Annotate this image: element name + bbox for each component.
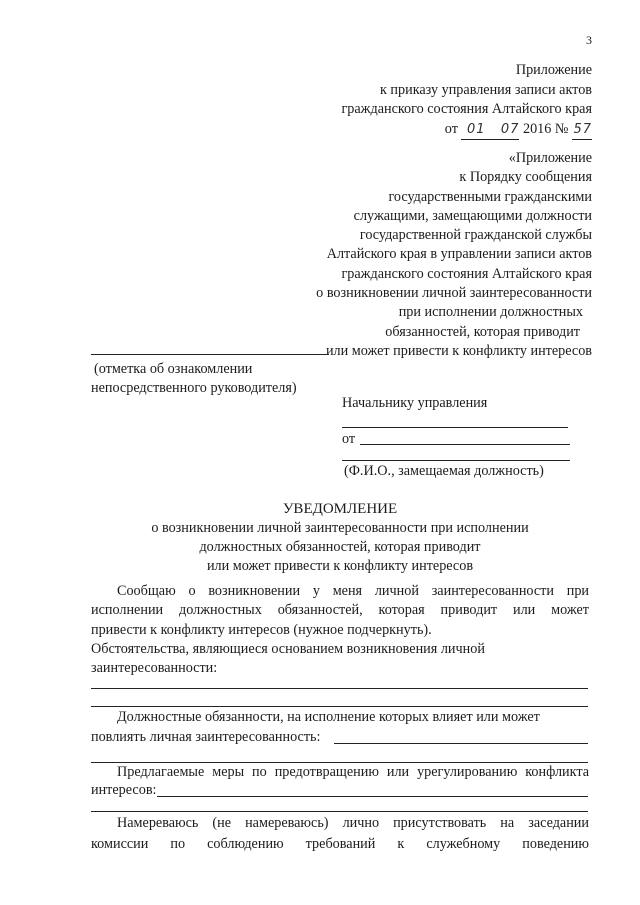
duties-line-2[interactable] [91, 762, 588, 763]
order-appendix-line2: гражданского состояния Алтайского края [341, 101, 592, 117]
procedure-line: государственными гражданскими [388, 188, 592, 205]
body-p5-line1: Намереваюсь (не намереваюсь) лично присутствовать на заседании [117, 815, 589, 831]
notice-title: УВЕДОМЛЕНИЕ [282, 501, 398, 517]
procedure-line: при исполнении должностных [398, 304, 583, 321]
circumstances-line-1[interactable] [91, 688, 588, 689]
date-year: 2016 № [522, 120, 569, 137]
order-appendix [341, 61, 592, 140]
order-appendix-line1: к приказу управления записи актов [379, 81, 592, 98]
body-p3-line1: Должностные обязанности, на исполнение которых влияет или может [117, 709, 540, 725]
handwritten-number: 57 [572, 120, 592, 141]
date-day: 01 [466, 121, 486, 137]
body-p1-line3: привести к конфликту интересов (нужное подчеркнуть). [91, 622, 432, 638]
measures-line-2[interactable] [91, 811, 588, 812]
body-p2-line1: Обстоятельства, являющиеся основанием возникновения личной [91, 641, 485, 657]
procedure-line: к Порядку сообщения [459, 169, 592, 186]
addressee-position-line [342, 460, 570, 461]
procedure-appendix [316, 149, 592, 361]
supervisor-signature-line [91, 354, 329, 355]
procedure-line: о возникновении личной заинтересованности [316, 285, 592, 302]
notice-subtitle: о возникновении личной заинтересованности при исполнении [151, 520, 529, 536]
addressee-name-line [342, 427, 568, 428]
notice-subtitle: или может привести к конфликту интересов [206, 558, 474, 574]
body-p4-line2: интересов: [91, 782, 157, 798]
procedure-line: государственной гражданской службы [359, 227, 592, 244]
circumstances-line-2[interactable] [91, 706, 588, 707]
addressee-caption: (Ф.И.О., замещаемая должность) [344, 463, 544, 479]
body-p3-line2: повлиять личная заинтересованность: [91, 729, 321, 745]
procedure-line: гражданского состояния Алтайского края [341, 265, 592, 282]
measures-inline-line[interactable] [157, 796, 588, 797]
procedure-line: или может привести к конфликту интересов [325, 342, 592, 359]
supervisor-mark-line2: непосредственного руководителя) [91, 380, 297, 396]
order-date-line [341, 120, 592, 141]
body-p2-line2: заинтересованности: [91, 660, 218, 676]
notice-subtitle: должностных обязанностей, которая приводит [199, 539, 481, 555]
date-month: 07 [500, 121, 520, 137]
addressee-from-label: от [342, 431, 356, 447]
procedure-line: Алтайского края в управлении записи актов [326, 246, 592, 263]
procedure-line: служащими, замещающими должности [353, 207, 592, 224]
duties-inline-line[interactable] [334, 743, 588, 744]
body-p4-line1: Предлагаемые меры по предотвращению или урегулированию конфликта [117, 764, 589, 780]
addressee-from-line [360, 444, 570, 445]
body-p1-line1: Сообщаю о возникновении у меня личной заинтересованности при [117, 583, 589, 599]
body-p1-line2: исполнении должностных обязанностей, которая приводит или может [91, 602, 589, 618]
page-number: 3 [586, 33, 592, 47]
date-prefix: от [444, 120, 458, 137]
supervisor-mark-line1: (отметка об ознакомлении [94, 361, 253, 377]
order-appendix-title: Приложение [515, 62, 592, 78]
body-p5-line2: комиссии по соблюдению требований к служебному поведению [91, 836, 589, 852]
procedure-line: обязанностей, которая приводит [385, 323, 580, 340]
procedure-line: «Приложение [508, 150, 592, 166]
supervisor-mark [91, 360, 297, 398]
handwritten-date [461, 120, 519, 141]
addressee-to: Начальнику управления [342, 395, 488, 411]
notice-header [0, 500, 640, 576]
